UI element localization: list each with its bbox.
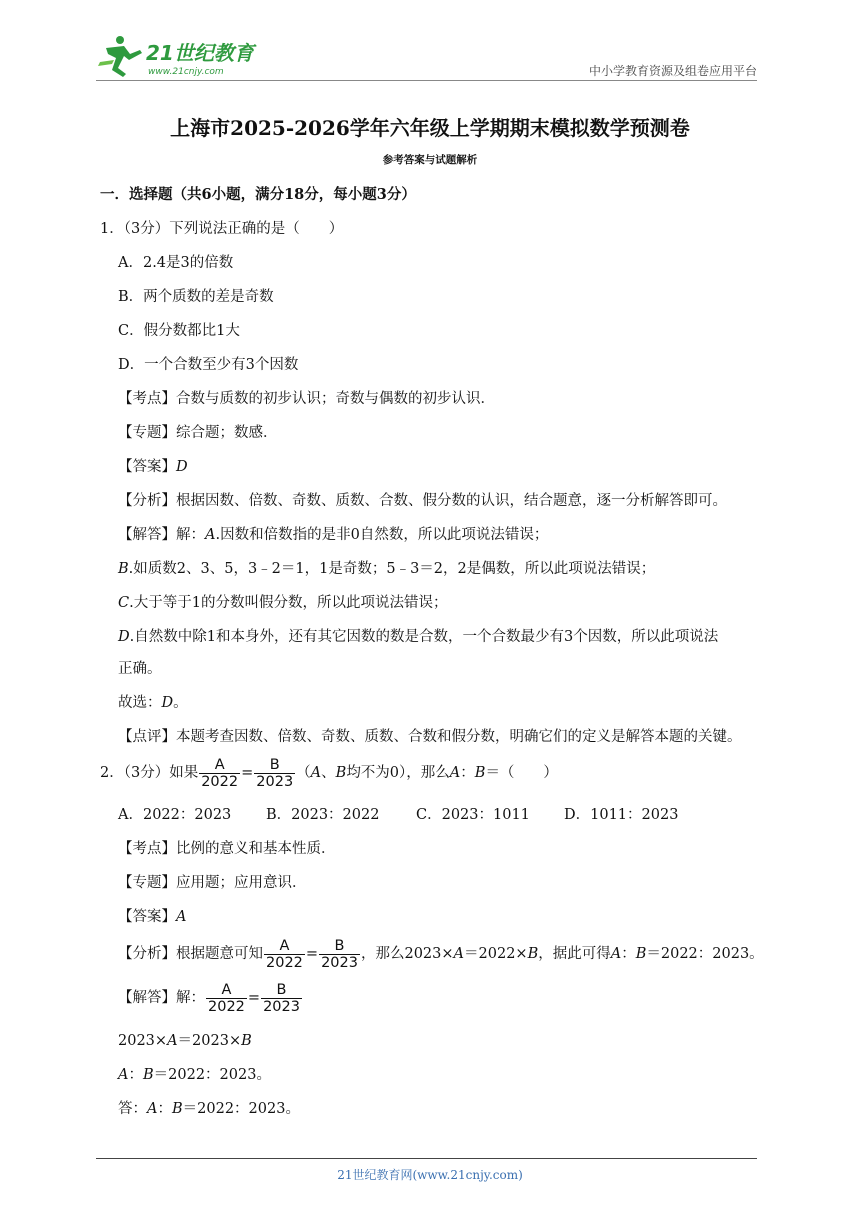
platform-name: 中小学教育资源及组卷应用平台: [588, 64, 757, 78]
fraction-a-2022: $\frac{A}{2022}$: [201, 756, 239, 790]
q1-option-d: D．一个合数至少有3个因数: [118, 357, 299, 373]
fraction-b-2023: $\frac{B}{2023}$: [263, 981, 300, 1015]
q2-final-answer: 答：A：B＝2022：2023。: [118, 1101, 300, 1117]
fraction-a-2022: $\frac{A}{2022}$: [208, 981, 245, 1015]
q1-jieda-d: D.自然数中除1和本身外，还有其它因数的数是合数，一个合数最少有3个因数，所以此项说法: [118, 629, 719, 645]
q1-fenxi: 【分析】根据因数、倍数、奇数、质数、合数、假分数的认识，结合题意，逐一分析解答即可。: [118, 493, 727, 509]
q2-step2: A：B＝2022：2023。: [118, 1067, 271, 1083]
footer-divider: [96, 1158, 757, 1159]
q2-option-b: B．2023：2022: [266, 807, 380, 823]
q1-jieda-b: B.如质数2、3、5，3﹣2＝1，1是奇数；5﹣3＝2，2是偶数，所以此项说法错误；: [118, 561, 656, 577]
q1-guxuan: 故选：D。: [118, 695, 188, 711]
q1-zhuanti: 【专题】综合题；数感．: [118, 425, 278, 441]
q2-option-d: D．1011：2023: [564, 807, 679, 823]
q1-dianping: 【点评】本题考查因数、倍数、奇数、质数、合数和假分数，明确它们的定义是解答本题的关键。: [118, 729, 742, 745]
section-heading: 一．选择题（共6小题，满分18分，每小题3分）: [100, 186, 416, 203]
q2-option-c: C．2023：1011: [416, 807, 530, 823]
page-subtitle: 参考答案与试题解析: [382, 154, 478, 166]
q1-jieda-d-cont: 正确。: [118, 661, 162, 677]
q2-kaodian: 【考点】比例的意义和基本性质．: [118, 841, 336, 857]
fraction-a-2022: $\frac{A}{2022}$: [266, 937, 303, 971]
q1-jieda-a: 【解答】解：A.因数和倍数指的是非0自然数，所以此项说法错误；: [118, 527, 549, 543]
q1-option-b: B．两个质数的差是奇数: [118, 289, 274, 305]
runner-icon: [98, 36, 142, 77]
page-title: 上海市2025-2026学年六年级上学期期末模拟数学预测卷: [170, 116, 690, 140]
q1-jieda-c: C.大于等于1的分数叫假分数，所以此项说法错误；: [118, 595, 448, 611]
logo: [96, 34, 266, 80]
q1-kaodian: 【考点】合数与质数的初步认识；奇数与偶数的初步认识．: [118, 391, 495, 407]
q2-zhuanti: 【专题】应用题；应用意识．: [118, 875, 307, 891]
footer-link[interactable]: 21世纪教育网(www.21cnjy.com): [337, 1168, 523, 1182]
q1-option-a: A．2.4是3的倍数: [118, 255, 234, 271]
q1-option-c: C．假分数都比1大: [118, 323, 240, 339]
q2-options: [118, 806, 678, 824]
q2-stem: 2．（3分）如果 $\frac{A}{2022}$ = $\frac{B}{2023}$ （A、B均不为0），那么A：B＝（ ）: [100, 756, 558, 790]
q2-step1: 2023×A＝2023×B: [118, 1033, 252, 1049]
fraction-b-2023: $\frac{B}{2023}$: [256, 756, 294, 790]
q2-jieda: 【解答】解： $\frac{A}{2022}$ = $\frac{B}{2023}$: [118, 981, 300, 1015]
q2-fenxi: 【分析】根据题意可知 $\frac{A}{2022}$ = $\frac{B}{2023}$ ，那么2023×A＝2022×B，据此可得A：B＝2022：2023。: [118, 937, 764, 971]
q1-stem: 1．（3分）下列说法正确的是（ ）: [100, 221, 344, 237]
logo-text: 21世纪教育: [146, 41, 254, 65]
q2-option-a: A．2022：2023: [118, 807, 232, 823]
q1-answer: 【答案】D: [118, 459, 188, 475]
header-divider: [96, 80, 757, 81]
logo-url: www.21cnjy.com: [148, 67, 224, 77]
fraction-b-2023: $\frac{B}{2023}$: [321, 937, 358, 971]
q2-answer: 【答案】A: [118, 909, 187, 925]
